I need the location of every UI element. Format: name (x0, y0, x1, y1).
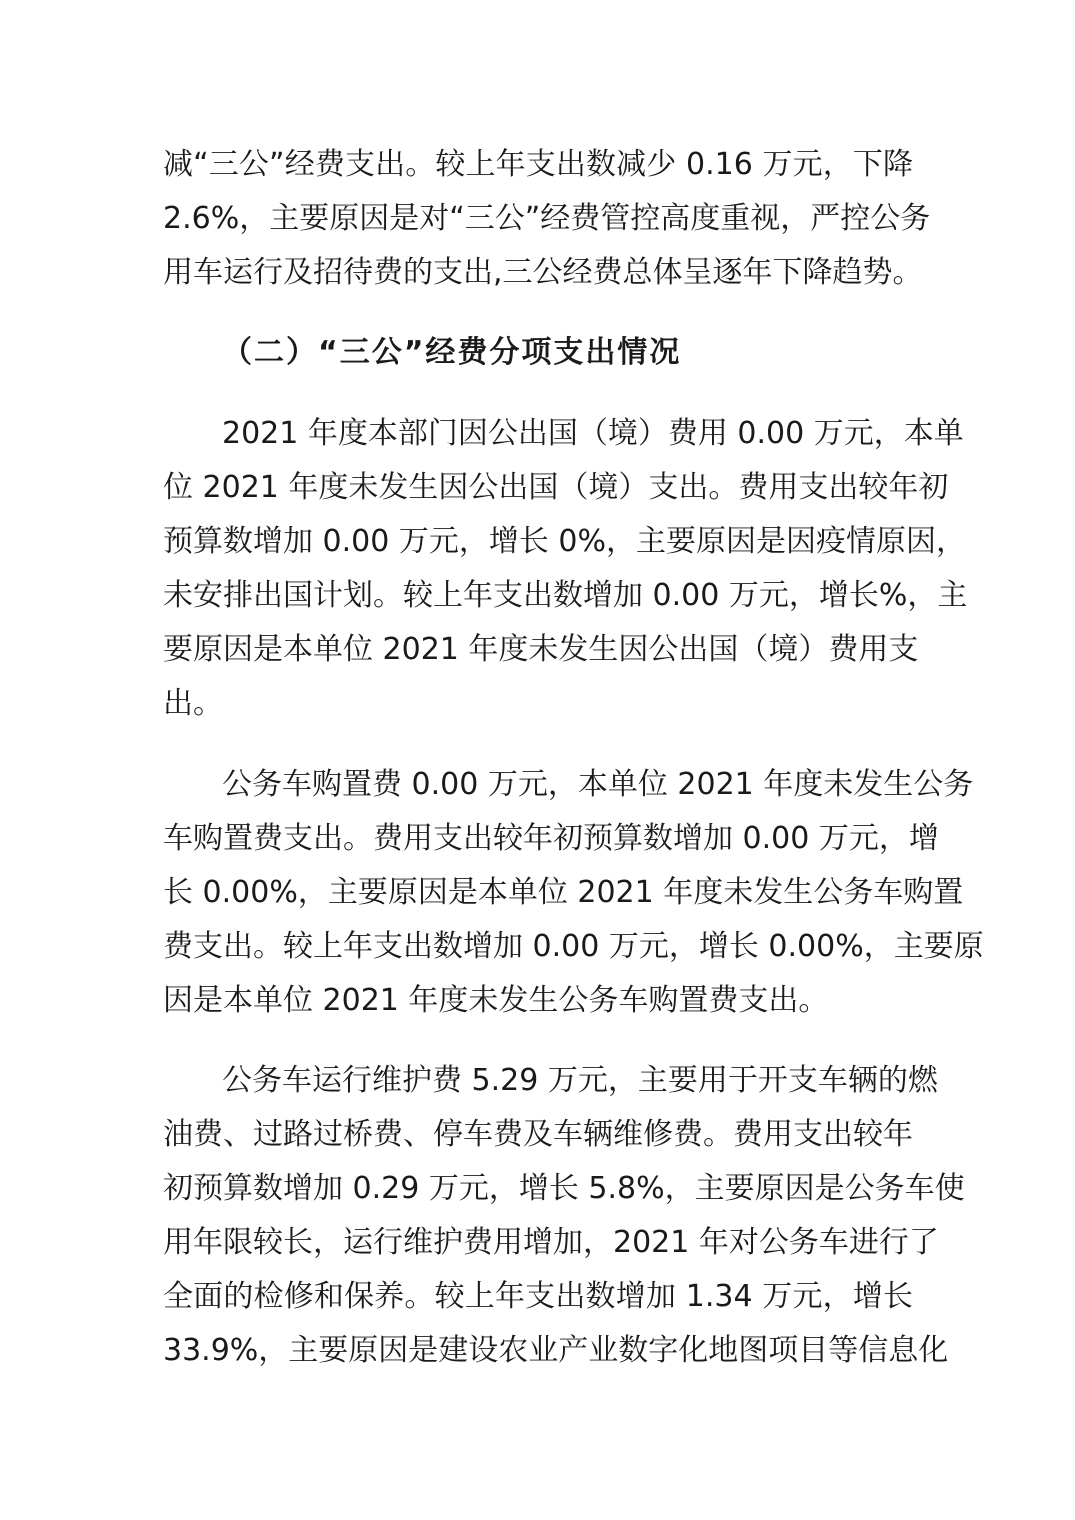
paragraph-1-line-2: 2.6%，主要原因是对“三公”经费管控高度重视，严控公务 (163, 201, 931, 236)
paragraph-2-line-3: 预算数增加 0.00 万元，增长 0%，主要原因是因疫情原因， (163, 524, 966, 559)
paragraph-2-line-2: 位 2021 年度未发生因公出国（境）支出。费用支出较年初 (163, 470, 949, 505)
paragraph-2-line-1: 2021 年度本部门因公出国（境）费用 0.00 万元，本单 (222, 416, 964, 451)
paragraph-4-line-2: 油费、过路过桥费、停车费及车辆维修费。费用支出较年 (163, 1117, 913, 1152)
paragraph-3-line-3: 长 0.00%，主要原因是本单位 2021 年度未发生公务车购置 (163, 875, 964, 910)
paragraph-2-line-4: 未安排出国计划。较上年支出数增加 0.00 万元，增长%，主 (163, 578, 968, 613)
paragraph-3-line-5: 因是本单位 2021 年度未发生公务车购置费支出。 (163, 983, 829, 1018)
paragraph-4-line-4: 用年限较长，运行维护费用增加，2021 年对公务车进行了 (163, 1225, 939, 1260)
paragraph-4-line-1: 公务车运行维护费 5.29 万元，主要用于开支车辆的燃 (222, 1063, 938, 1098)
paragraph-4-line-3: 初预算数增加 0.29 万元，增长 5.8%，主要原因是公务车使 (163, 1171, 965, 1206)
paragraph-2-line-5: 要原因是本单位 2021 年度未发生因公出国（境）费用支 (163, 632, 919, 667)
paragraph-4-line-5: 全面的检修和保养。较上年支出数增加 1.34 万元，增长 (163, 1279, 913, 1314)
paragraph-2-line-6: 出。 (163, 686, 223, 721)
paragraph-3-line-4: 费支出。较上年支出数增加 0.00 万元，增长 0.00%，主要原 (163, 929, 984, 964)
paragraph-3-line-2: 车购置费支出。费用支出较年初预算数增加 0.00 万元，增 (163, 821, 939, 856)
section-heading: （二）“三公”经费分项支出情况 (222, 335, 682, 370)
paragraph-1-line-1: 减“三公”经费支出。较上年支出数减少 0.16 万元，下降 (163, 147, 913, 182)
paragraph-3-line-1: 公务车购置费 0.00 万元，本单位 2021 年度未发生公务 (222, 767, 974, 802)
paragraph-1-line-3: 用车运行及招待费的支出,三公经费总体呈逐年下降趋势。 (163, 255, 923, 290)
paragraph-4-line-6: 33.9%，主要原因是建设农业产业数字化地图项目等信息化 (163, 1333, 949, 1368)
